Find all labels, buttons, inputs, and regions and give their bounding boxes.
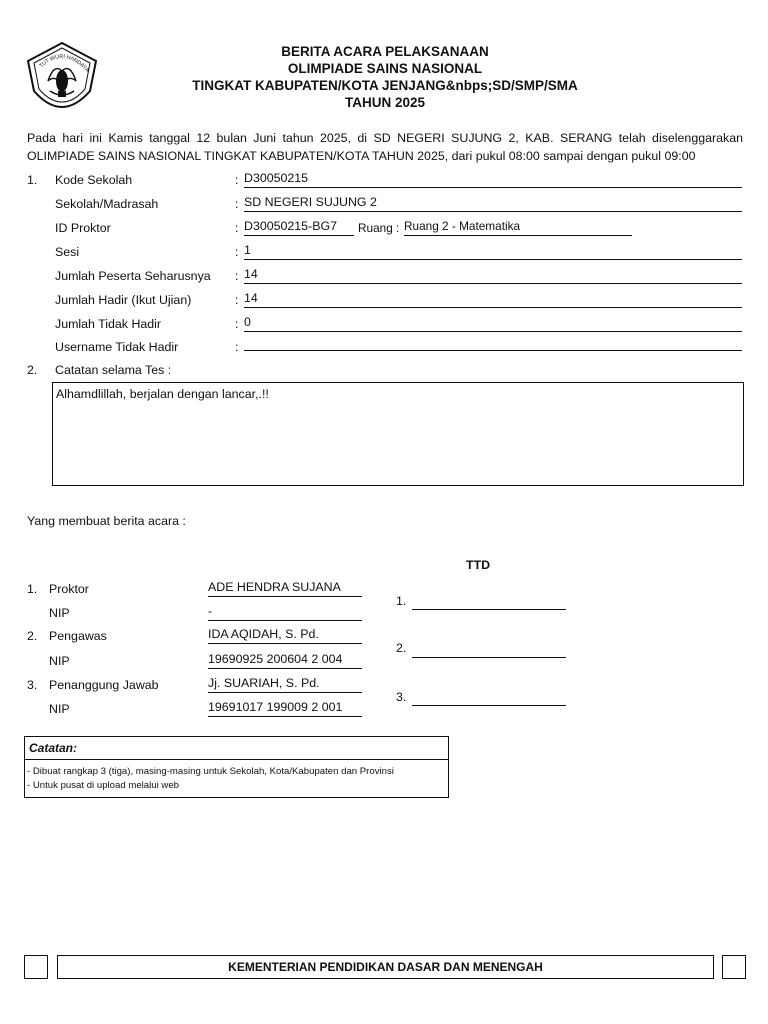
ttd-heading: TTD (466, 558, 491, 572)
title-line-2: OLIMPIADE SAINS NASIONAL (287, 61, 483, 76)
value-jumlah-hadir: 14 (244, 291, 742, 308)
ttd-3-line (412, 705, 566, 706)
colon: : (235, 269, 239, 283)
colon: : (235, 221, 239, 235)
ttd-3-number: 3. (396, 690, 407, 704)
intro-line-2: OLIMPIADE SAINS NASIONAL TINGKAT KABUPATEN/KOTA TAHUN 2025, dari pukul 08:00 sampai dengan pukul 09:00 (27, 149, 696, 163)
value-id-proktor: D30050215-BG7 (244, 219, 354, 236)
logo (24, 41, 100, 109)
footer-left-square (24, 955, 48, 979)
catatan-box (24, 736, 449, 798)
signer-2-nip: 19690925 200604 2 004 (208, 652, 362, 669)
label-username-tidak-hadir: Username Tidak Hadir (55, 340, 179, 354)
section-2-number: 2. (27, 363, 38, 377)
signers-heading: Yang membuat berita acara : (27, 514, 186, 528)
value-jumlah-peserta: 14 (244, 267, 742, 284)
value-jumlah-tidak-hadir: 0 (244, 315, 742, 332)
ttd-1-line (412, 609, 566, 610)
label-jumlah-tidak-hadir: Jumlah Tidak Hadir (55, 317, 162, 331)
catatan-divider (25, 759, 448, 760)
value-sesi: 1 (244, 243, 742, 260)
catatan-item-1: - Dibuat rangkap 3 (tiga), masing-masing untuk Sekolah, Kota/Kabupaten dan Provinsi (27, 766, 394, 777)
footer-bar (57, 955, 714, 979)
signer-1-name: ADE HENDRA SUJANA (208, 580, 362, 597)
signer-2-nip-label: NIP (49, 654, 70, 668)
catatan-item-2: - Untuk pusat di upload melalui web (27, 780, 179, 791)
footer-right-square (722, 955, 746, 979)
signer-2-number: 2. (27, 629, 38, 643)
title-line-1: BERITA ACARA PELAKSANAAN (281, 44, 489, 59)
signer-1-number: 1. (27, 582, 38, 596)
notes-box (52, 382, 744, 486)
ttd-2-number: 2. (396, 641, 407, 655)
colon: : (235, 245, 239, 259)
signer-3-nip-label: NIP (49, 702, 70, 716)
catatan-title: Catatan: (29, 741, 78, 755)
colon: : (235, 197, 239, 211)
label-jumlah-hadir: Jumlah Hadir (Ikut Ujian) (55, 293, 192, 307)
section-1-number: 1. (27, 173, 38, 187)
label-ruang: Ruang : (358, 221, 400, 235)
signer-1-nip-label: NIP (49, 606, 70, 620)
value-username-tidak-hadir (244, 334, 742, 351)
signer-3-number: 3. (27, 678, 38, 692)
colon: : (235, 317, 239, 331)
colon: : (235, 293, 239, 307)
title-line-3: TINGKAT KABUPATEN/KOTA JENJANG&nbps;SD/SMP/SMA (192, 78, 578, 93)
notes-text: Alhamdlillah, berjalan dengan lancar,.!! (56, 387, 269, 401)
value-ruang: Ruang 2 - Matematika (404, 219, 632, 236)
colon: : (235, 340, 239, 354)
signer-1-nip: - (208, 604, 362, 621)
label-jumlah-peserta: Jumlah Peserta Seharusnya (55, 269, 211, 283)
footer-text: KEMENTERIAN PENDIDIKAN DASAR DAN MENENGAH (228, 960, 543, 974)
value-kode-sekolah: D30050215 (244, 171, 742, 188)
value-sekolah-madrasah: SD NEGERI SUJUNG 2 (244, 195, 742, 212)
signer-3-nip: 19691017 199009 2 001 (208, 700, 362, 717)
signer-3-name: Jj. SUARIAH, S. Pd. (208, 676, 362, 693)
signer-1-role: Proktor (49, 582, 89, 596)
signer-2-name: IDA AQIDAH, S. Pd. (208, 627, 362, 644)
signer-2-role: Pengawas (49, 629, 107, 643)
ttd-1-number: 1. (396, 594, 407, 608)
tut-wuri-handayani-emblem (24, 41, 100, 109)
svg-text:TUT WURI HANDAYANI: TUT WURI HANDAYA (38, 53, 90, 74)
label-kode-sekolah: Kode Sekolah (55, 173, 133, 187)
signer-3-role: Penanggung Jawab (49, 678, 159, 692)
label-id-proktor: ID Proktor (55, 221, 111, 235)
label-sekolah-madrasah: Sekolah/Madrasah (55, 197, 159, 211)
label-sesi: Sesi (55, 245, 80, 259)
title-line-4: TAHUN 2025 (344, 95, 426, 110)
section-2-label: Catatan selama Tes : (55, 363, 172, 377)
intro-line-1: Pada hari ini Kamis tanggal 12 bulan Juni tahun 2025, di SD NEGERI SUJUNG 2, KAB. SERANG telah diselenggarakan (27, 131, 743, 145)
ttd-2-line (412, 657, 566, 658)
colon: : (235, 173, 239, 187)
